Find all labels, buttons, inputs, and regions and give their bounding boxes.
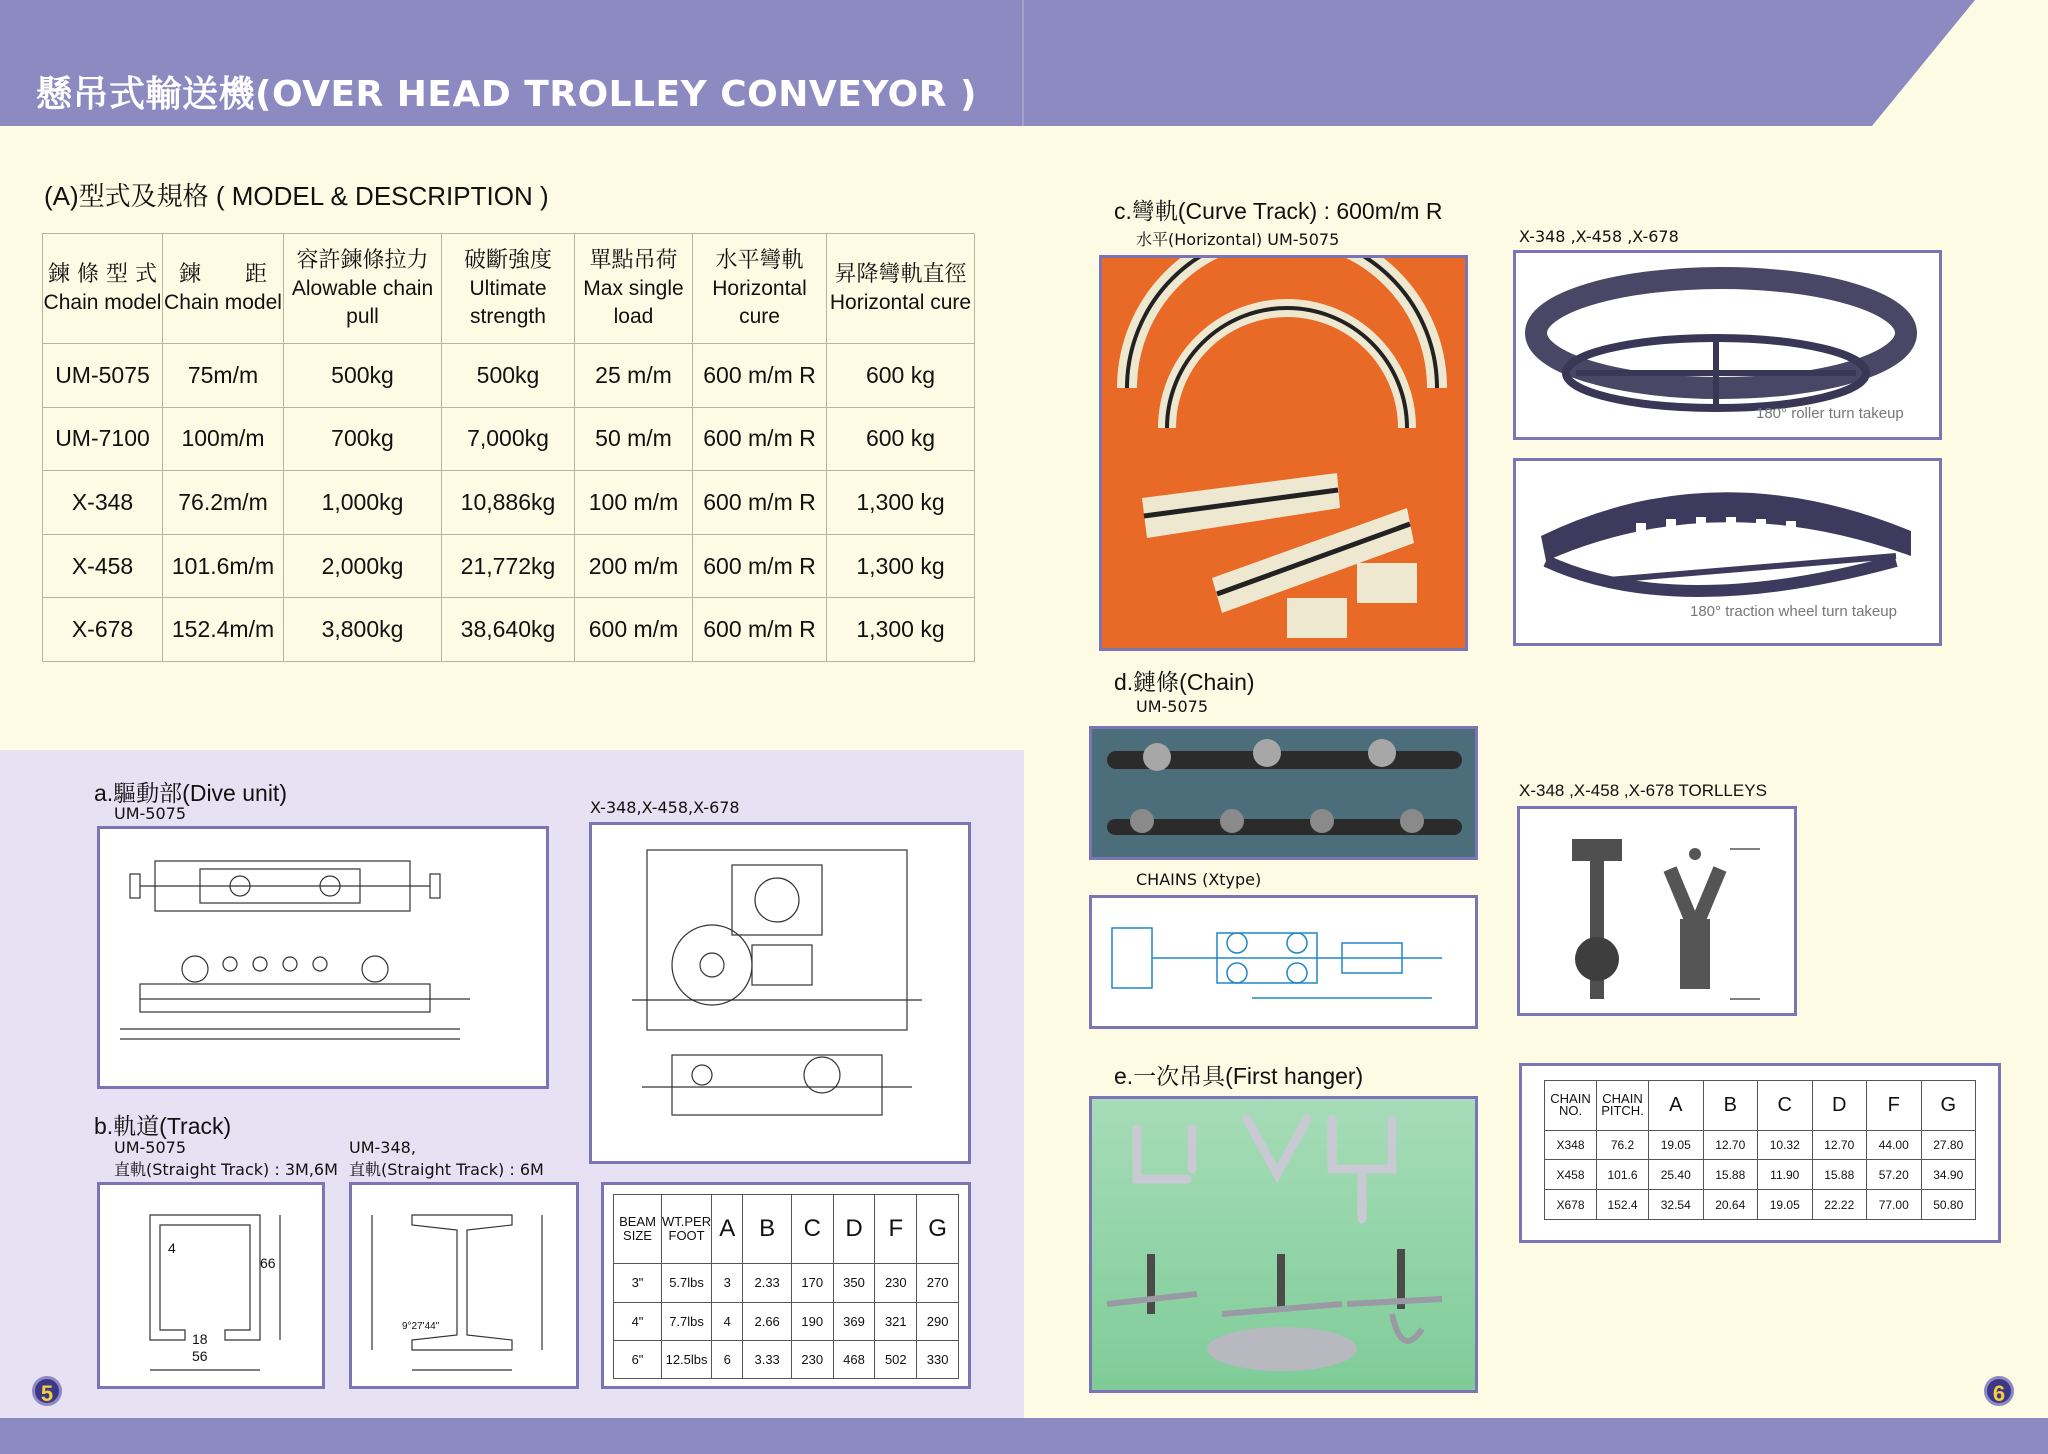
track-left-caption-2: 直軌(Straight Track) : 3M,6M [114, 1160, 338, 1179]
dim-label: 56 [192, 1348, 208, 1364]
page-number-left: 5 [32, 1376, 62, 1406]
table-cell: 190 [791, 1302, 833, 1340]
table-cell: X458 [1545, 1160, 1597, 1190]
x-series-trolley-drawing [1517, 806, 1797, 1016]
table-cell: 6" [614, 1340, 662, 1378]
drive-unit-x-series-drawing [589, 822, 971, 1164]
table-cell: 600 m/m R [693, 598, 827, 662]
table-cell: 200 m/m [575, 534, 693, 598]
table-cell: 3" [614, 1264, 662, 1302]
dim-label: 18 [192, 1331, 208, 1347]
track-right-caption-2: 直軌(Straight Track) : 6M [349, 1160, 544, 1179]
table-row [1545, 1130, 1976, 1160]
table-cell: 12.70 [1812, 1130, 1867, 1160]
traction-wheel-label: 180° traction wheel turn takeup [1690, 603, 1897, 620]
table-cell: 5.7lbs [662, 1264, 712, 1302]
curve-track-heading: c.彎軌(Curve Track) : 600m/m R [1114, 198, 1443, 224]
table-cell: 34.90 [1921, 1160, 1976, 1190]
table-cell: 700kg [284, 407, 442, 471]
header-cell: CHAIN PITCH. [1597, 1081, 1649, 1131]
table-cell: UM-5075 [43, 344, 163, 408]
table-cell: 500kg [284, 344, 442, 408]
table-cell: X-348 [43, 471, 163, 535]
table-cell: 4" [614, 1302, 662, 1340]
table-cell: 101.6 [1597, 1160, 1649, 1190]
chain-dimension-table-frame [1519, 1063, 2001, 1243]
first-hanger-photo [1089, 1096, 1478, 1393]
drive-unit-um5075-drawing [97, 826, 549, 1089]
dim-label: 66 [260, 1255, 276, 1271]
table-header-row [614, 1195, 959, 1264]
table-cell: 600 m/m R [693, 534, 827, 598]
table-cell: X-458 [43, 534, 163, 598]
header-cell: 單點吊荷 Max single load [575, 234, 693, 344]
table-cell: 11.90 [1758, 1160, 1813, 1190]
table-cell: 76.2m/m [163, 471, 284, 535]
table-cell: 75m/m [163, 344, 284, 408]
straight-track-um5075-drawing [97, 1182, 325, 1389]
table-cell: 270 [917, 1264, 959, 1302]
table-cell: 230 [875, 1264, 917, 1302]
table-cell: 32.54 [1649, 1190, 1704, 1220]
table-cell: 2.33 [743, 1264, 791, 1302]
table-cell: 27.80 [1921, 1130, 1976, 1160]
table-cell: 230 [791, 1340, 833, 1378]
table-cell: 369 [833, 1302, 875, 1340]
model-description-heading: (A)型式及規格 ( MODEL & DESCRIPTION ) [44, 181, 549, 211]
header-cell: 昇降彎軌直徑 Horizontal cure [827, 234, 975, 344]
table-cell: 600 m/m R [693, 344, 827, 408]
table-cell: 468 [833, 1340, 875, 1378]
table-cell: 600 m/m [575, 598, 693, 662]
table-cell: 600 m/m R [693, 407, 827, 471]
table-cell: 15.88 [1812, 1160, 1867, 1190]
table-cell: 57.20 [1867, 1160, 1922, 1190]
header-cell: 容許鍊條拉力 Alowable chain pull [284, 234, 442, 344]
table-cell: 1,300 kg [827, 598, 975, 662]
table-cell: 500kg [442, 344, 575, 408]
table-cell: 330 [917, 1340, 959, 1378]
table-row [614, 1302, 959, 1340]
header-cell: 水平彎軌 Horizontal cure [693, 234, 827, 344]
table-cell: 77.00 [1867, 1190, 1922, 1220]
table-cell: 502 [875, 1340, 917, 1378]
curve-left-caption: 水平(Horizontal) UM-5075 [1136, 230, 1340, 249]
drive-right-caption: X-348,X-458,X-678 [590, 798, 740, 817]
table-cell: 20.64 [1703, 1190, 1758, 1220]
straight-track-um348-drawing [349, 1182, 579, 1389]
um5075-chain-photo [1089, 726, 1478, 860]
track-right-caption-1: UM-348, [349, 1138, 416, 1157]
table-cell: 44.00 [1867, 1130, 1922, 1160]
header-cell: C [1758, 1081, 1813, 1131]
roller-turn-label: 180° roller turn takeup [1756, 405, 1904, 422]
table-cell: 50 m/m [575, 407, 693, 471]
table-cell: 2.66 [743, 1302, 791, 1340]
table-cell: 76.2 [1597, 1130, 1649, 1160]
spec-table-header [43, 234, 975, 344]
table-cell: 15.88 [1703, 1160, 1758, 1190]
table-cell: 3.33 [743, 1340, 791, 1378]
header-cell: D [1812, 1081, 1867, 1131]
table-cell: 1,000kg [284, 471, 442, 535]
header-cell: CHAIN NO. [1545, 1081, 1597, 1131]
table-row [614, 1340, 959, 1378]
table-cell: 50.80 [1921, 1190, 1976, 1220]
table-cell: X-678 [43, 598, 163, 662]
table-cell: 600 m/m R [693, 471, 827, 535]
table-cell: 25.40 [1649, 1160, 1704, 1190]
header-cell: F [875, 1195, 917, 1264]
table-cell: UM-7100 [43, 407, 163, 471]
dim-label: 4 [168, 1240, 176, 1256]
table-cell: 38,640kg [442, 598, 575, 662]
beam-size-table-frame [601, 1182, 971, 1389]
page-title: 懸吊式輸送機(OVER HEAD TROLLEY CONVEYOR ) [36, 74, 977, 115]
page-number-right: 6 [1984, 1376, 2014, 1406]
table-cell: 7,000kg [442, 407, 575, 471]
header-cell: G [917, 1195, 959, 1264]
table-cell: 12.5lbs [662, 1340, 712, 1378]
table-cell: 100m/m [163, 407, 284, 471]
table-row [43, 534, 975, 598]
table-cell: 12.70 [1703, 1130, 1758, 1160]
table-cell: 19.05 [1758, 1190, 1813, 1220]
table-cell: 10.32 [1758, 1130, 1813, 1160]
header-cell: F [1867, 1081, 1922, 1131]
track-left-caption-1: UM-5075 [114, 1138, 187, 1157]
table-cell: 101.6m/m [163, 534, 284, 598]
header-cell: BEAM SIZE [614, 1195, 662, 1264]
curve-right-caption: X-348 ,X-458 ,X-678 [1519, 227, 1679, 246]
drive-left-caption: UM-5075 [114, 804, 187, 823]
table-cell: 1,300 kg [827, 471, 975, 535]
table-cell: 3,800kg [284, 598, 442, 662]
table-row [614, 1264, 959, 1302]
header-cell: D [833, 1195, 875, 1264]
roller-turn-takeup-photo [1513, 250, 1942, 440]
table-cell: 2,000kg [284, 534, 442, 598]
table-cell: 170 [791, 1264, 833, 1302]
track-heading: b.軌道(Track) [94, 1113, 232, 1139]
table-cell: 1,300 kg [827, 534, 975, 598]
table-cell: X348 [1545, 1130, 1597, 1160]
header-cell: 鍊 距 Chain model [163, 234, 284, 344]
horizontal-curve-photo [1099, 255, 1468, 651]
table-cell: 25 m/m [575, 344, 693, 408]
chain-caption: UM-5075 [1136, 697, 1209, 716]
table-cell: 4 [712, 1302, 743, 1340]
table-cell: 600 kg [827, 407, 975, 471]
header-cell: A [1649, 1081, 1704, 1131]
first-hanger-heading: e.一次吊具(First hanger) [1114, 1063, 1364, 1089]
table-cell: 350 [833, 1264, 875, 1302]
table-cell: 3 [712, 1264, 743, 1302]
table-cell: X678 [1545, 1190, 1597, 1220]
header-cell: A [712, 1195, 743, 1264]
table-cell: 22.22 [1812, 1190, 1867, 1220]
traction-wheel-takeup-photo [1513, 458, 1942, 646]
table-cell: 21,772kg [442, 534, 575, 598]
header-cell: 破斷強度 Ultimate strength [442, 234, 575, 344]
table-row [43, 344, 975, 408]
table-row [1545, 1160, 1976, 1190]
table-row [43, 471, 975, 535]
header-cell: C [791, 1195, 833, 1264]
table-cell: 6 [712, 1340, 743, 1378]
table-cell: 19.05 [1649, 1130, 1704, 1160]
header-cell: WT.PER FOOT [662, 1195, 712, 1264]
footer-band [0, 1418, 2048, 1454]
table-cell: 600 kg [827, 344, 975, 408]
drive-unit-heading: a.驅動部(Dive unit) [94, 780, 287, 806]
table-cell: 152.4m/m [163, 598, 284, 662]
header-cell: B [1703, 1081, 1758, 1131]
table-header-row [1545, 1081, 1976, 1131]
table-cell: 321 [875, 1302, 917, 1340]
table-cell: 100 m/m [575, 471, 693, 535]
chains-xtype-caption: CHAINS (Xtype) [1136, 870, 1262, 889]
spec-table [42, 233, 975, 662]
trolleys-caption: X-348 ,X-458 ,X-678 TORLLEYS [1519, 781, 1767, 800]
table-cell: 152.4 [1597, 1190, 1649, 1220]
dim-label: 9°27'44" [402, 1321, 440, 1332]
table-row [43, 407, 975, 471]
table-cell: 7.7lbs [662, 1302, 712, 1340]
chain-heading: d.鏈條(Chain) [1114, 669, 1255, 695]
header-cell: B [743, 1195, 791, 1264]
table-cell: 290 [917, 1302, 959, 1340]
chain-dimension-table [1544, 1080, 1976, 1220]
table-row [1545, 1190, 1976, 1220]
header-cell: 鍊 條 型 式 Chain model [43, 234, 163, 344]
beam-size-table [613, 1194, 959, 1379]
x-type-chain-drawing [1089, 895, 1478, 1029]
table-cell: 10,886kg [442, 471, 575, 535]
table-row [43, 598, 975, 662]
header-cell: G [1921, 1081, 1976, 1131]
